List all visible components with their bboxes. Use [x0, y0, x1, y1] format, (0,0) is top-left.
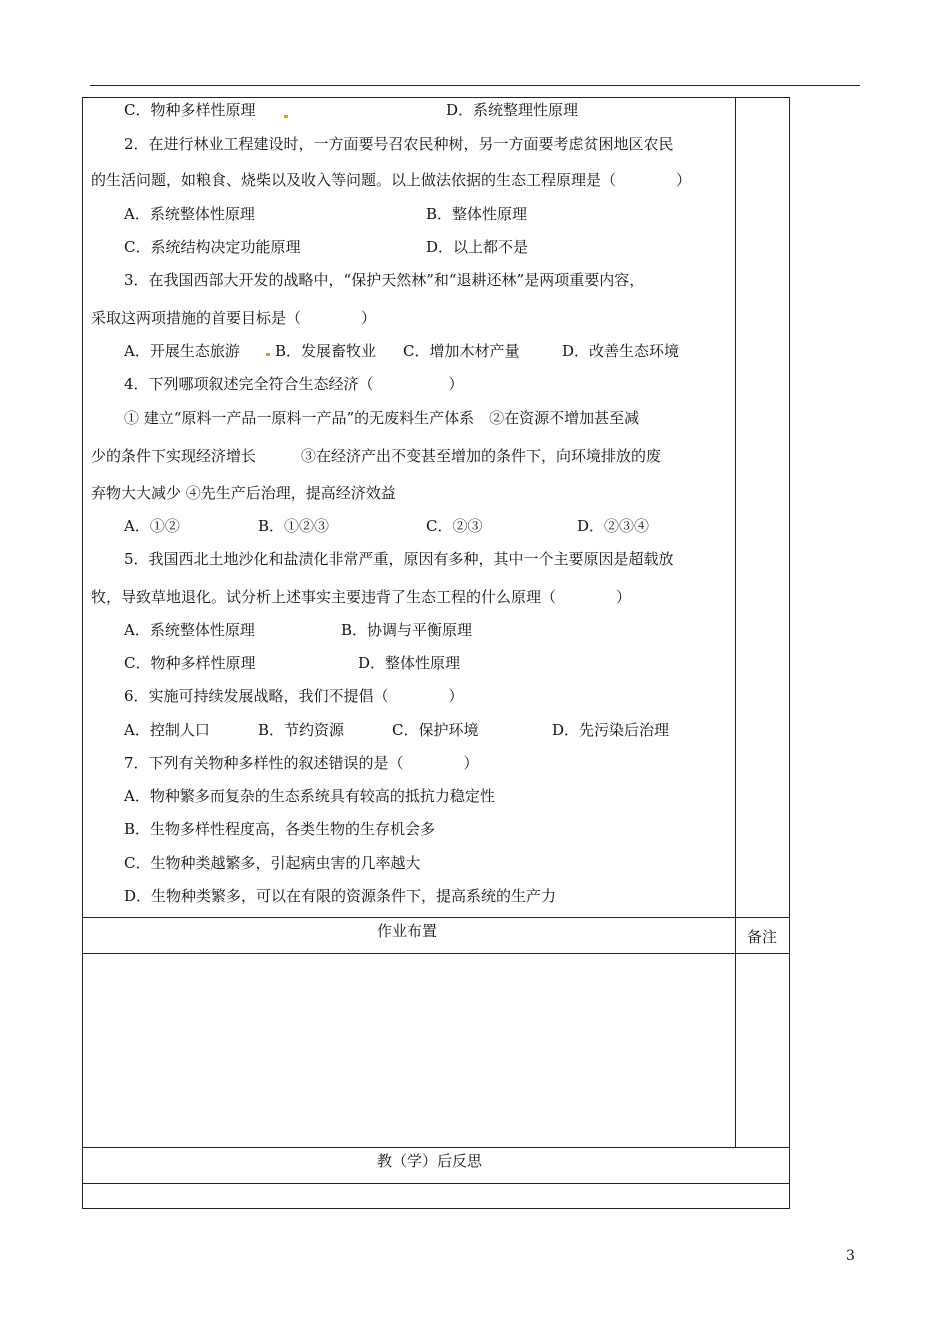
option-6c: C．保护环境 [392, 721, 479, 739]
option-5c: C．物种多样性原理 [124, 654, 256, 672]
option-3d: D．改善生态环境 [562, 342, 680, 360]
option-6d: D．先污染后治理 [552, 721, 670, 739]
option-5b: B．协调与平衡原理 [341, 621, 473, 639]
option-3c: C．增加木材产量 [403, 342, 520, 360]
option-3a: A．开展生态旅游 [124, 342, 240, 360]
question-4-stem: 4．下列哪项叙述完全符合生态经济（ ） [124, 375, 464, 393]
option-6b: B．节约资源 [258, 721, 345, 739]
option-1d: D．系统整理性原理 [446, 101, 579, 119]
option-5d: D．整体性原理 [358, 654, 461, 672]
option-4a: A．①② [124, 517, 180, 535]
question-2-line-1: 2．在进行林业工程建设时，一方面要号召农民种树，另一方面要考虑贫困地区农民 [124, 135, 674, 153]
option-5a: A．系统整体性原理 [124, 621, 255, 639]
stray-mark [266, 353, 270, 356]
option-2a: A．系统整体性原理 [124, 205, 255, 223]
question-6-stem: 6．实施可持续发展战略，我们不提倡（ ） [124, 687, 464, 705]
question-4-line-2: 少的条件下实现经济增长 ③在经济产出不变甚至增加的条件下，向环境排放的废 [91, 447, 662, 465]
reflection-body-rule [82, 1183, 790, 1184]
homework-heading: 作业布置 [377, 922, 438, 940]
question-7-stem: 7．下列有关物种多样性的叙述错误的是（ ） [124, 754, 479, 772]
question-4-line-3: 弃物大大减少 ④先生产后治理，提高经济效益 [91, 484, 396, 502]
option-4c: C．②③ [426, 517, 483, 535]
option-4b: B．①②③ [258, 517, 330, 535]
homework-body-rule [82, 953, 790, 954]
option-7b: B．生物多样性程度高，各类生物的生存机会多 [124, 820, 436, 838]
remarks-column-divider-bottom [735, 917, 736, 1147]
remarks-column-divider-top [735, 97, 736, 917]
header-rule [90, 85, 860, 86]
question-3-line-2: 采取这两项措施的首要目标是（ ） [91, 309, 377, 327]
stray-mark [284, 115, 288, 118]
option-6a: A．控制人口 [124, 721, 210, 739]
question-4-line-1: ① 建立“原料一产品一原料一产品”的无废料生产体系 ②在资源不增加甚至减 [124, 409, 640, 427]
reflection-header-rule [82, 1147, 790, 1148]
question-5-line-1: 5．我国西北土地沙化和盐渍化非常严重，原因有多种，其中一个主要原因是超载放 [124, 550, 674, 568]
question-5-line-2: 牧，导致草地退化。试分析上述事实主要违背了生态工程的什么原理（ ） [91, 588, 632, 606]
homework-header-rule [82, 917, 790, 918]
page-number: 3 [846, 1248, 855, 1264]
option-2d: D．以上都不是 [426, 238, 529, 256]
option-7d: D．生物种类繁多，可以在有限的资源条件下，提高系统的生产力 [124, 887, 557, 905]
option-7c: C．生物种类越繁多，引起病虫害的几率越大 [124, 854, 421, 872]
option-2c: C．系统结构决定功能原理 [124, 238, 301, 256]
remarks-heading: 备注 [747, 928, 778, 946]
option-3b: B．发展畜牧业 [275, 342, 377, 360]
reflection-heading: 教（学）后反思 [377, 1152, 483, 1170]
option-1c: C．物种多样性原理 [124, 101, 256, 119]
question-3-line-1: 3．在我国西部大开发的战略中，“保护天然林”和“退耕还林”是两项重要内容， [124, 271, 645, 289]
option-2b: B．整体性原理 [426, 205, 528, 223]
option-4d: D．②③④ [577, 517, 650, 535]
question-2-line-2: 的生活问题，如粮食、烧柴以及收入等问题。以上做法依据的生态工程原理是（ ） [91, 171, 692, 189]
option-7a: A．物种繁多而复杂的生态系统具有较高的抵抗力稳定性 [124, 787, 495, 805]
